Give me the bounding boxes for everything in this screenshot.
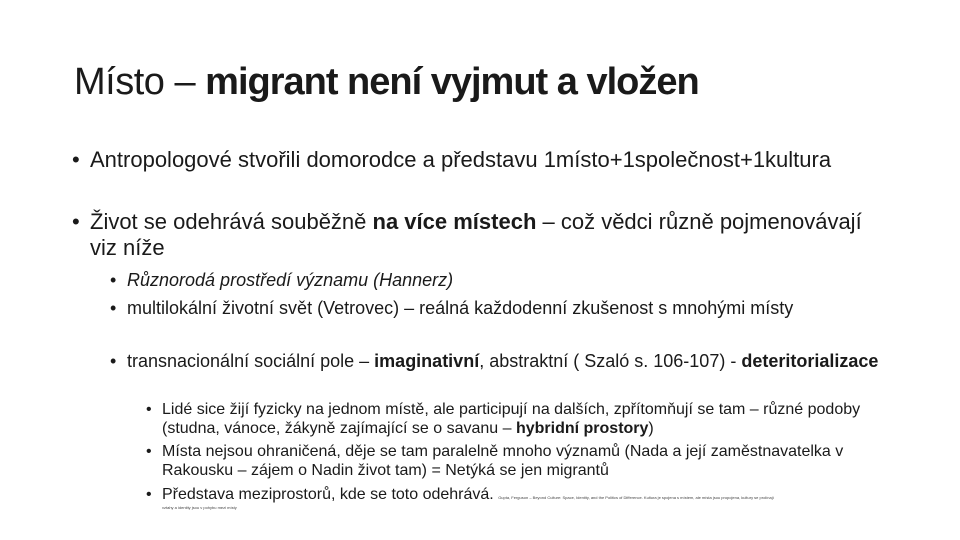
bullet-l2-3-emph: imaginativní <box>374 351 480 371</box>
bullet-l1-1 <box>72 147 892 173</box>
bullet-l2-1-text <box>127 270 900 291</box>
bullet-l3-1-post: ) <box>648 420 654 437</box>
bullet-dot: • <box>72 147 80 172</box>
slide-title <box>74 58 699 106</box>
bullet-l2-2-text: multilokální životní svět (Vetrovec) – reálná každodenní zkušenost s mnohými místy <box>127 298 794 318</box>
bullet-l2-1 <box>110 270 900 291</box>
bullet-l3-1 <box>146 400 906 438</box>
bullet-dot: • <box>146 443 152 460</box>
footnote-line-1: Gupta, Ferguson – Beyond Culture: Space, Identity, and the Politics of Difference. Kultura je spojena s místem, ale místa jsou propojena, kultury se prolínají <box>498 495 774 500</box>
bullet-l2-3-emph2: deteritorializace <box>741 351 879 371</box>
bullet-l3-3-pre: Představa meziprostorů, kde se toto odehrává. <box>162 486 494 503</box>
bullet-dot: • <box>72 209 80 234</box>
bullet-dot: • <box>110 270 117 290</box>
bullet-l2-3-post: , abstraktní ( Szaló s. 106-107) - <box>479 351 742 371</box>
footnote-line-2: vztahy a identity jsou v pohybu mezi místy <box>162 505 237 510</box>
bullet-l3-3 <box>146 485 946 504</box>
bullet-l2-2 <box>110 298 900 319</box>
bullet-l1-1-text: Antropologové stvořili domorodce a představu 1místo+1společnost+1kultura <box>90 147 832 172</box>
bullet-l3-1-pre: Lidé sice žijí fyzicky na jednom místě, ale participují na dalších, zpřítomňují se tam – různé podoby (studna, vánoce, žákyně zajímající se o savanu – <box>162 401 861 437</box>
bullet-l2-3-text <box>127 351 900 372</box>
bullet-l2-3 <box>110 351 900 372</box>
bullet-dot: • <box>146 401 152 418</box>
bullet-l1-2 <box>72 209 892 261</box>
bullet-l2-1-italic: Různorodá prostředí významu (Hannerz) <box>127 270 454 290</box>
bullet-l3-1-emph: hybridní prostory <box>515 420 649 437</box>
bullet-l3-3-text <box>162 485 946 504</box>
title-bold: migrant není vyjmut a vložen <box>205 61 699 103</box>
bullet-l1-2-pre: Život se odehrává souběžně <box>90 209 373 234</box>
bullet-l1-2-post: – což vědci různě pojmenovávají viz níže <box>90 209 862 260</box>
title-light: Místo – <box>74 61 206 103</box>
bullet-dot: • <box>110 298 117 318</box>
bullet-l3-2-text: Místa nejsou ohraničená, děje se tam paralelně mnoho významů (Nada a její zaměstnavatelka v Rakousku – zájem o Nadin život tam) = Netýká se jen migrantů <box>162 443 844 479</box>
bullet-l3-1-text <box>162 400 906 438</box>
bullet-l2-3-pre: transnacionální sociální pole – <box>127 351 375 371</box>
bullet-l1-2-emph: na více místech <box>372 209 537 234</box>
bullet-dot: • <box>146 486 152 503</box>
bullet-l1-2-text <box>90 209 892 261</box>
bullet-l3-2 <box>146 442 906 480</box>
bullet-dot: • <box>110 351 117 371</box>
